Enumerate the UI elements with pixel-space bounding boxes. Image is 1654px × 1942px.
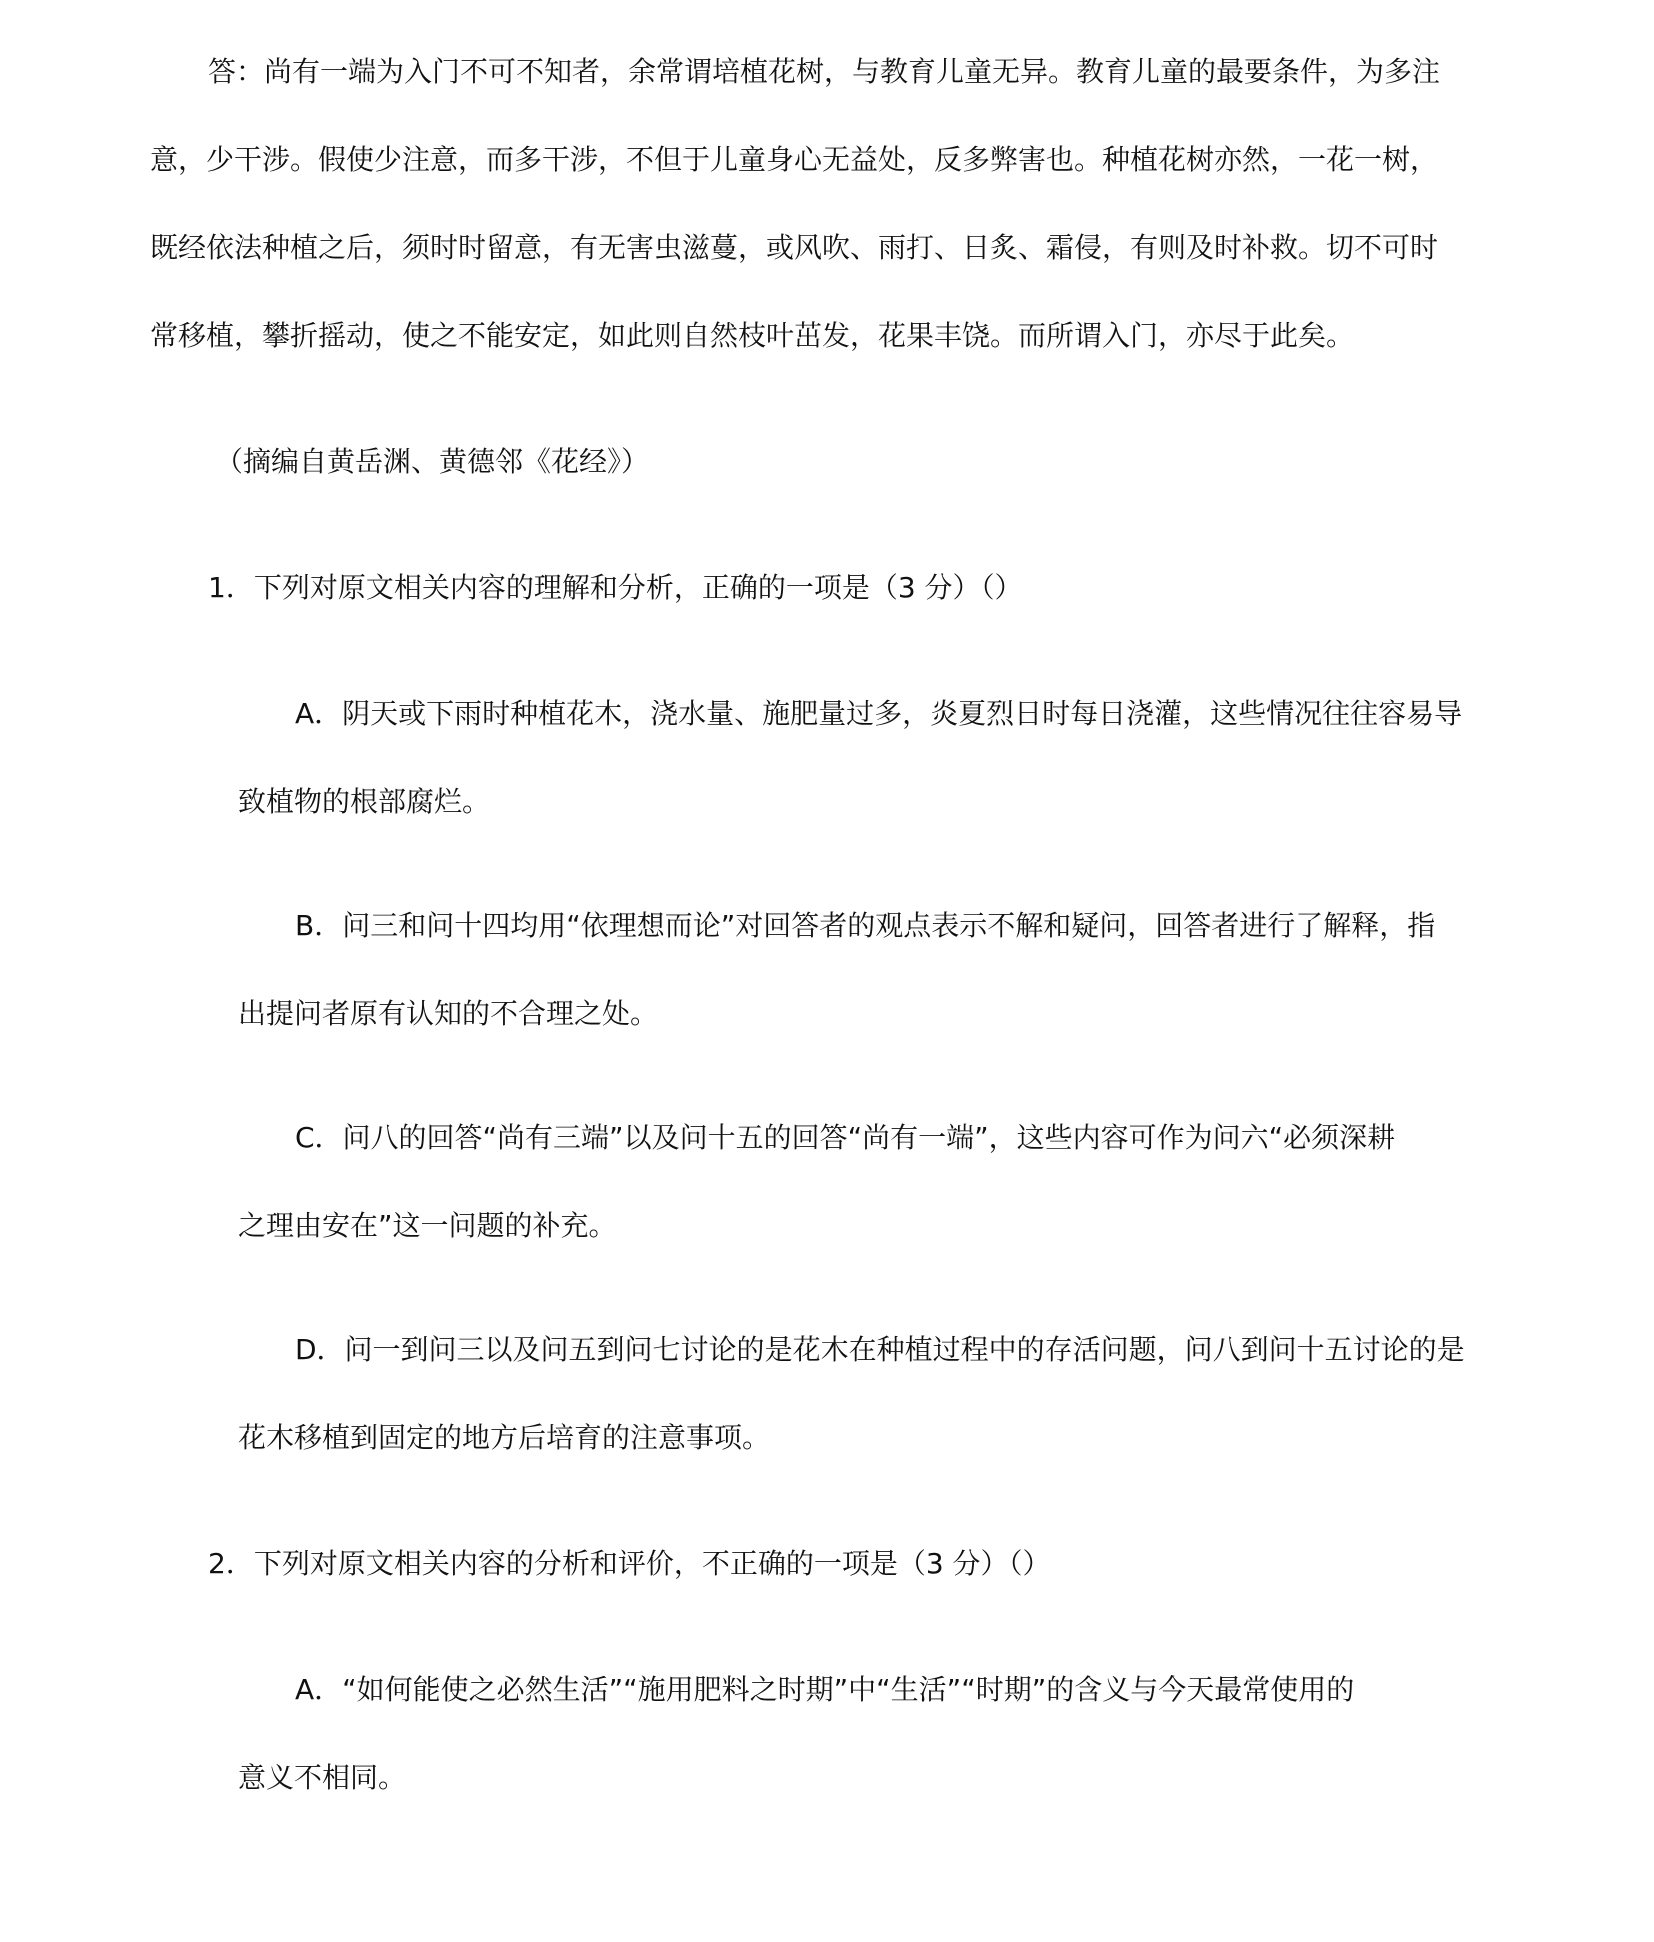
q2-option-a-line-1: A．“如何能使之必然生活”“施用肥料之时期”中“生活”“时期”的含义与今天最常使用的 (295, 1673, 1355, 1706)
q1-option-b-line-2: 出提问者原有认知的不合理之处。 (238, 997, 659, 1030)
q1-option-a-line-1: A．阴天或下雨时种植花木，浇水量、施肥量过多，炎夏烈日时每日浇灌，这些情况往往容易导 (295, 697, 1463, 730)
answer-line-1: 答：尚有一端为入门不可不知者，余常谓培植花树，与教育儿童无异。教育儿童的最要条件，为多注 (208, 55, 1441, 88)
q1-option-d-line-2: 花木移植到固定的地方后培育的注意事项。 (238, 1421, 771, 1454)
q1-option-d-line-1: D．问一到问三以及问五到问七讨论的是花木在种植过程中的存活问题，问八到问十五讨论的是 (295, 1333, 1465, 1366)
question-2-stem: 2．下列对原文相关内容的分析和评价，不正确的一项是（3 分）（） (208, 1547, 1051, 1580)
source-citation: （摘编自黄岳渊、黄德邻《花经》） (215, 445, 650, 478)
q1-option-c-line-1: C．问八的回答“尚有三端”以及问十五的回答“尚有一端”，这些内容可作为问六“必须深耕 (295, 1121, 1396, 1154)
q1-option-b-line-1: B．问三和问十四均用“依理想而论”对回答者的观点表示不解和疑问，回答者进行了解释，指 (295, 909, 1436, 942)
q1-option-a-line-2: 致植物的根部腐烂。 (238, 785, 491, 818)
answer-line-3: 既经依法种植之后，须时时留意，有无害虫滋蔓，或风吹、雨打、日炙、霜侵，有则及时补救。切不可时 (150, 231, 1439, 264)
question-1-stem: 1．下列对原文相关内容的理解和分析，正确的一项是（3 分）（） (208, 571, 1023, 604)
answer-line-2: 意，少干涉。假使少注意，而多干涉，不但于儿童身心无益处，反多弊害也。种植花树亦然，一花一树， (150, 143, 1439, 176)
q2-option-a-line-2: 意义不相同。 (238, 1761, 407, 1794)
q1-option-c-line-2: 之理由安在”这一问题的补充。 (238, 1209, 617, 1242)
answer-line-4: 常移植，攀折摇动，使之不能安定，如此则自然枝叶茁发，花果丰饶。而所谓入门，亦尽于此矣。 (150, 319, 1355, 352)
